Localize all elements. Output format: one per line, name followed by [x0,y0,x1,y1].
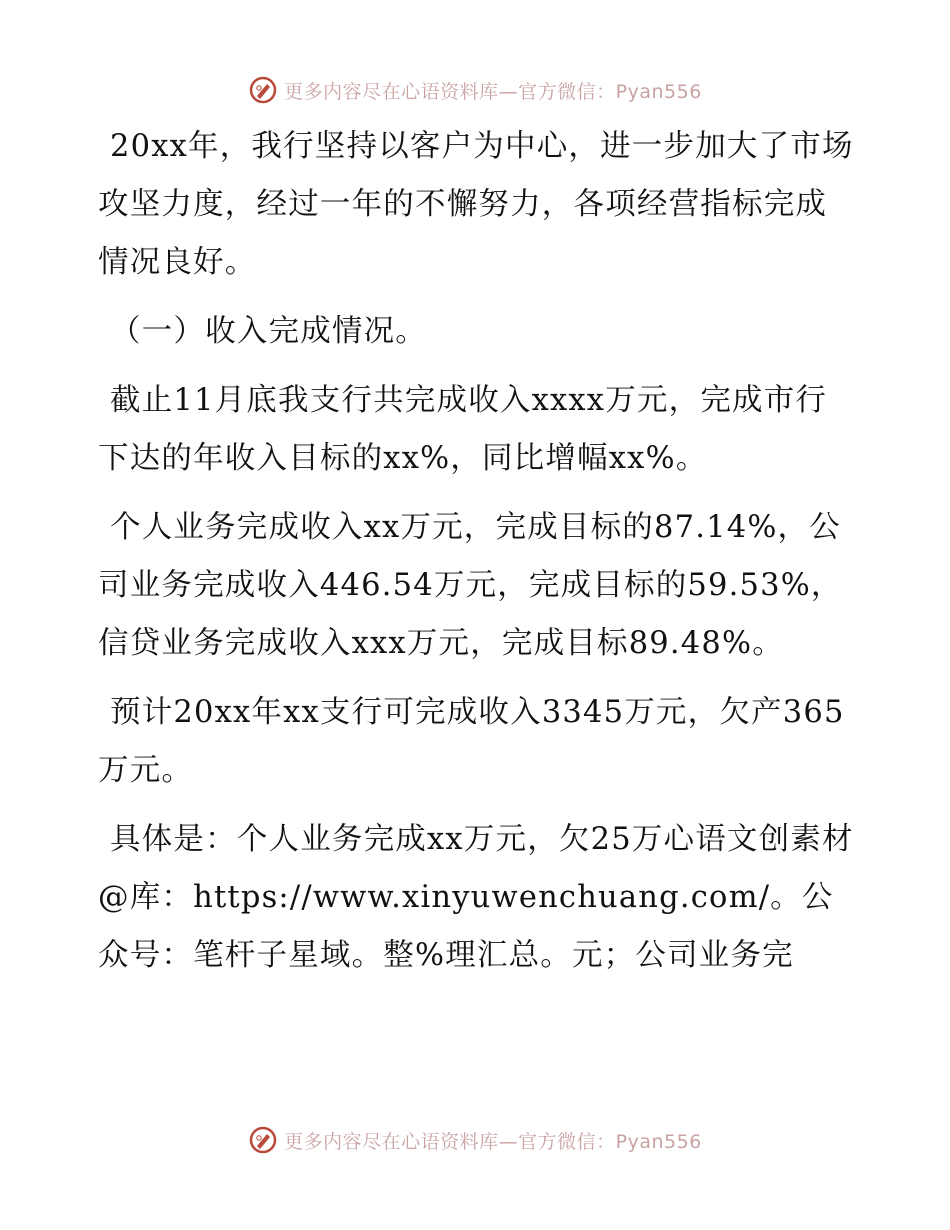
pen-logo-icon [248,1125,278,1155]
footer-watermark-banner [0,1120,950,1160]
pen-logo-icon [248,75,278,105]
header-watermark-text: 更多内容尽在心语资料库—官方微信：Pyan556 [284,80,702,103]
paragraph-income-total: 截止11月底我支行共完成收入xxxx万元，完成市行下达的年收入目标的xx%，同比增幅xx%。 [98,383,828,476]
footer-watermark-text: 更多内容尽在心语资料库—官方微信：Pyan556 [284,1130,702,1153]
paragraph-forecast: 预计20xx年xx支行可完成收入3345万元，欠产365万元。 [98,695,845,788]
header-watermark-banner [0,70,950,110]
section-heading-income: （一）收入完成情况。 [110,314,427,349]
document-body [98,118,858,996]
paragraph-income-breakdown: 个人业务完成收入xx万元，完成目标的87.14%，公司业务完成收入446.54万元，完成目标的59.53%，信贷业务完成收入xxx万元，完成目标89.48%。 [98,510,843,661]
paragraph-details: 具体是：个人业务完成xx万元，欠25万心语文创素材@库：https://www.xinyuwenchuang.com/。公众号：笔杆子星域。整%理汇总。元；公司业务完 [98,822,854,973]
paragraph-intro: 20xx年，我行坚持以客户为中心，进一步加大了市场攻坚力度，经过一年的不懈努力，各项经营指标完成情况良好。 [98,129,854,280]
